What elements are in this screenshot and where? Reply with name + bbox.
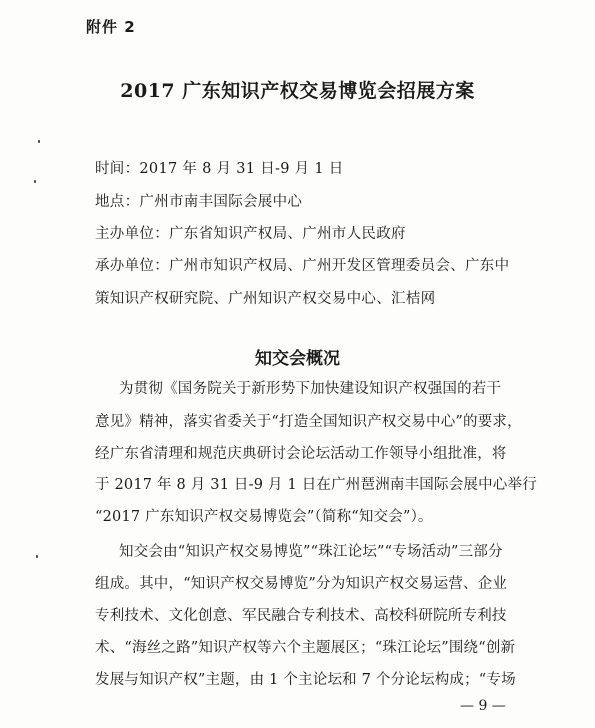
organizer-value-line1: 广州市知识产权局、广州开发区管理委员会、广东中 bbox=[169, 258, 510, 274]
time-value: 2017 年 8 月 31 日-9 月 1 日 bbox=[139, 161, 344, 177]
paragraph2-line: 发展与知识产权”主题，由 1 个主论坛和 7 个分论坛构成；“专场 bbox=[95, 672, 516, 688]
host-value: 广东省知识产权局、广州市人民政府 bbox=[169, 226, 406, 242]
paragraph2-line: 术、“海丝之路”知识产权等六个主题展区；“珠江论坛”围绕“创新 bbox=[95, 640, 516, 656]
paragraph1-line: 意见》精神，落实省委关于“打造全国知识产权交易中心”的要求， bbox=[95, 414, 522, 430]
page-number: — 9 — bbox=[460, 698, 506, 714]
paragraph1-line: 经广东省清理和规范庆典研讨会论坛活动工作领导小组批准，将 bbox=[95, 446, 507, 462]
venue-label: 地点： bbox=[95, 194, 140, 210]
scan-speck bbox=[34, 180, 36, 183]
time-label: 时间： bbox=[95, 161, 140, 177]
paragraph1-line: 于 2017 年 8 月 31 日-9 月 1 日在广州琶洲南丰国际会展中心举行 bbox=[95, 477, 537, 493]
host-label: 主办单位： bbox=[95, 226, 169, 242]
paragraph2-line: 专利技术、文化创意、军民融合专利技术、高校科研院所专利技 bbox=[95, 608, 507, 624]
venue-value: 广州市南丰国际会展中心 bbox=[139, 194, 303, 210]
scan-speck bbox=[38, 140, 40, 143]
info-time bbox=[95, 157, 344, 178]
attachment-label: 附件 2 bbox=[86, 18, 136, 36]
scan-speck bbox=[36, 555, 38, 558]
info-venue bbox=[95, 190, 302, 211]
paragraph2-line: 知交会由“知识产权交易博览”“珠江论坛”“专场活动”三部分 bbox=[119, 544, 503, 560]
paragraph2-line: 组成。其中，“知识产权交易博览”分为知识产权交易运营、企业 bbox=[95, 576, 508, 592]
organizer-value-line2: 策知识产权研究院、广州知识产权交易中心、汇桔网 bbox=[95, 291, 436, 307]
info-organizer bbox=[95, 254, 509, 275]
info-host bbox=[95, 222, 406, 243]
document-title: 2017 广东知识产权交易博览会招展方案 bbox=[120, 80, 475, 102]
section-title: 知交会概况 bbox=[255, 349, 340, 369]
paragraph1-line: 为贯彻《国务院关于新形势下加快建设知识产权强国的若干 bbox=[119, 381, 502, 397]
organizer-label: 承办单位： bbox=[95, 258, 169, 274]
paragraph1-line: “2017 广东知识产权交易博览会”（简称“知交会”）。 bbox=[95, 509, 433, 525]
